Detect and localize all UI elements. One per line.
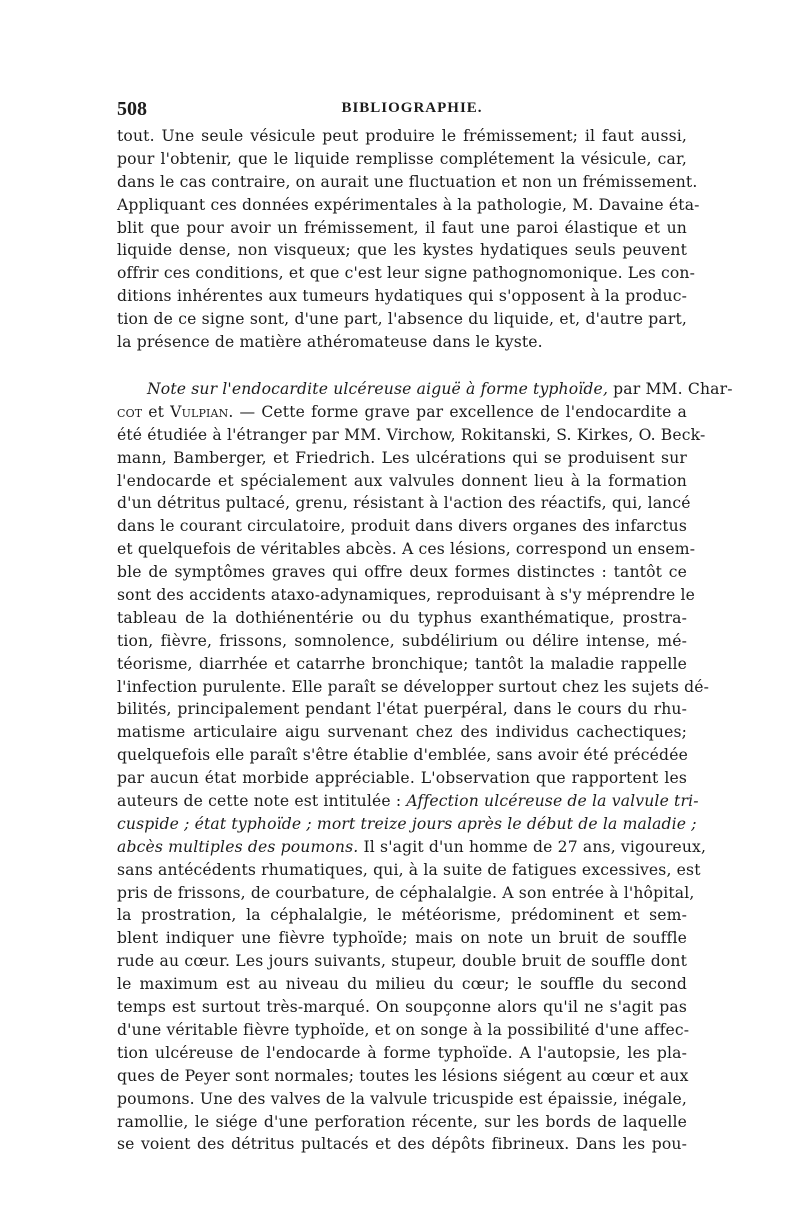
text-line: Appliquant ces données expérimentales à la pathologie, M. Davaine éta- xyxy=(117,195,700,214)
text-line: blent indiquer une fièvre typhoïde; mais on note un bruit de souffle xyxy=(117,929,687,948)
text-fragment: Il s'agit d'un homme de 27 ans, vigoureux, xyxy=(358,837,707,856)
page-header xyxy=(117,98,687,122)
text-line: téorisme, diarrhée et catarrhe bronchique; tantôt la maladie rappelle xyxy=(117,654,687,673)
text-line: tion ulcéreuse de l'endocarde à forme typhoïde. A l'autopsie, les pla- xyxy=(117,1043,687,1062)
paragraph-endocardite xyxy=(117,378,733,1156)
text-line: tableau de la dothiénentérie ou du typhus exanthématique, prostra- xyxy=(117,608,687,627)
text-line: blit que pour avoir un frémissement, il faut une paroi élastique et un xyxy=(117,218,687,237)
observation-title: Affection ulcéreuse de la valvule tri- xyxy=(406,792,699,811)
text-line: ques de Peyer sont normales; toutes les lésions siégent au cœur et aux xyxy=(117,1066,689,1085)
conjunction: et xyxy=(142,402,171,421)
text-line: bilités, principalement pendant l'état puerpéral, dans le cours du rhu- xyxy=(117,700,687,719)
text-line: dans le cas contraire, on aurait une fluctuation et non un frémissement. xyxy=(117,172,698,191)
article-title: Note sur l'endocardite ulcéreuse aiguë à forme typhoïde, xyxy=(147,380,609,398)
paragraph-davaine xyxy=(117,125,700,354)
author-vulpian: Vulpian xyxy=(170,402,229,421)
text-line: ramollie, le siége d'une perforation récente, sur les bords de laquelle xyxy=(117,1112,687,1131)
observation-title-line: cuspide ; état typhoïde ; mort treize jours après le début de la maladie ; xyxy=(117,814,697,833)
text-line: le maximum est au niveau du milieu du cœur; le souffle du second xyxy=(117,975,687,994)
text-line: tion, fièvre, frissons, somnolence, subdélirium ou délire intense, mé- xyxy=(117,631,687,650)
text-line: matisme articulaire aigu survenant chez des individus cachectiques; xyxy=(117,723,687,742)
text-line: l'endocarde et spécialement aux valvules donnent lieu à la formation xyxy=(117,471,687,490)
text-line: se voient des détritus pultacés et des dépôts fibrineux. Dans les pou- xyxy=(117,1135,687,1154)
text-line: poumons. Une des valves de la valvule tricuspide est épaissie, inégale, xyxy=(117,1089,687,1108)
authors-line xyxy=(117,401,687,424)
text-fragment: auteurs de cette note est intitulée : xyxy=(117,792,407,811)
text-line: offrir ces conditions, et que c'est leur signe pathognomonique. Les con- xyxy=(117,264,695,283)
text-line: été étudiée à l'étranger par MM. Virchow, Rokitanski, S. Kirkes, O. Beck- xyxy=(117,425,706,444)
text-line: pris de frissons, de courbature, de céphalalgie. A son entrée à l'hôpital, xyxy=(117,883,695,902)
text-line: d'un détritus pultacé, grenu, résistant à l'action des réactifs, qui, lancé xyxy=(117,494,691,513)
text-line: et quelquefois de véritables abcès. A ces lésions, correspond un ensem- xyxy=(117,540,696,559)
text-line: ble de symptômes graves qui offre deux formes distinctes : tantôt ce xyxy=(117,563,687,582)
text-line: d'une véritable fièvre typhoïde, et on songe à la possibilité d'une affec- xyxy=(117,1020,690,1039)
article-title-line xyxy=(117,378,733,401)
text-line: tout. Une seule vésicule peut produire le frémissement; il faut aussi, xyxy=(117,127,687,145)
observation-title: abcès multiples des poumons. xyxy=(117,837,359,856)
text-line: liquide dense, non visqueux; que les kystes hydatiques seuls peuvent xyxy=(117,241,687,260)
text-line: la prostration, la céphalalgie, le météorisme, prédominent et sem- xyxy=(117,906,687,925)
text-line: dans le courant circulatoire, produit dans divers organes des infarctus xyxy=(117,517,687,536)
text-fragment: . — Cette forme grave par excellence de l'endocardite a xyxy=(228,402,687,421)
running-title: BIBLIOGRAPHIE. xyxy=(341,100,483,116)
authors-intro: par MM. Char- xyxy=(608,380,733,398)
text-line: rude au cœur. Les jours suivants, stupeur, double bruit de souffle dont xyxy=(117,952,687,971)
text-line: par aucun état morbide appréciable. L'observation que rapportent les xyxy=(117,769,687,788)
text-line: pour l'obtenir, que le liquide remplisse complétement la vésicule, car, xyxy=(117,149,687,168)
text-line: la présence de matière athéromateuse dans le kyste. xyxy=(117,333,543,352)
text-line: quelquefois elle paraît s'être établie d'emblée, sans avoir été précédée xyxy=(117,746,688,765)
text-line: sans antécédents rhumatiques, qui, à la suite de fatigues excessives, est xyxy=(117,860,701,879)
text-line: sont des accidents ataxo-adynamiques, reproduisant à s'y méprendre le xyxy=(117,586,696,605)
page-number: 508 xyxy=(117,98,147,120)
text-line: temps est surtout très-marqué. On soupçonne alors qu'il ne s'agit pas xyxy=(117,998,687,1017)
author-charcot: cot xyxy=(117,402,143,421)
observation-title-line xyxy=(117,836,707,859)
text-line: tion de ce signe sont, d'une part, l'absence du liquide, et, d'autre part, xyxy=(117,310,687,329)
text-line: mann, Bamberger, et Friedrich. Les ulcérations qui se produisent sur xyxy=(117,448,687,467)
text-line: ditions inhérentes aux tumeurs hydatiques qui s'opposent à la produc- xyxy=(117,287,687,306)
observation-title-line xyxy=(117,790,699,813)
text-line: l'infection purulente. Elle paraît se développer surtout chez les sujets dé- xyxy=(117,677,710,696)
